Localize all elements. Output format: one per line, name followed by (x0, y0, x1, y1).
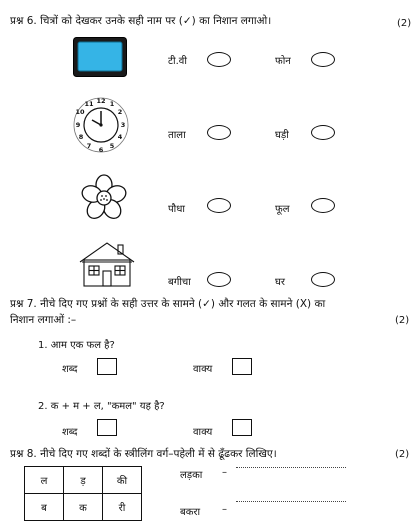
grid-cell: की (103, 467, 142, 494)
clock-number-2: 2 (117, 108, 123, 116)
clock-number-4: 4 (117, 133, 123, 141)
clock-number-8: 8 (78, 133, 84, 141)
grid-cell: क (64, 494, 103, 521)
option-clock: घड़ी (275, 130, 289, 141)
grid-row (25, 494, 142, 521)
answer-oval-lock[interactable] (207, 125, 231, 140)
option-phone: फोन (275, 56, 291, 67)
clock-number-9: 9 (75, 121, 81, 129)
answer-oval-tv[interactable] (207, 52, 231, 67)
option-garden: बगीचा (168, 277, 191, 288)
clock-number-6: 6 (98, 146, 104, 154)
item-2-sentence-checkbox[interactable] (232, 419, 252, 436)
clock-number-12: 12 (96, 97, 106, 105)
option-tv: टी.वी (168, 56, 187, 67)
question-6-marks: (2) (397, 18, 412, 29)
question-6-title: प्रश्न 6. चित्रों को देखकर उनके सही नाम पर (✓) का निशान लगाओ। (10, 15, 272, 27)
clock-number-10: 10 (75, 108, 85, 116)
clock-number-5: 5 (109, 142, 115, 150)
answer-oval-clock[interactable] (311, 125, 335, 140)
grid-cell: ड़ (64, 467, 103, 494)
question-8-marks: (2) (395, 449, 410, 460)
question-7-item-2: 2. क + म + ल, "कमल" यह है? (38, 401, 165, 412)
grid-cell: ब (25, 494, 64, 521)
word-boy-dash: – (222, 467, 227, 478)
word-puzzle-grid (24, 466, 142, 521)
item-2-word-checkbox[interactable] (97, 419, 117, 436)
question-7-marks: (2) (395, 315, 410, 326)
question-7-title: प्रश्न 7. नीचे दिए गए प्रश्नों के सही उत्तर के सामने (✓) और गलत के सामने (X) का (10, 298, 326, 310)
answer-line-boy[interactable] (236, 467, 346, 468)
clock-number-7: 7 (86, 142, 92, 150)
question-7-item-1: 1. आम एक फल है? (38, 340, 115, 351)
item-2-option-sentence: वाक्य (193, 427, 213, 438)
item-1-option-sentence: वाक्य (193, 364, 213, 375)
answer-line-goat[interactable] (236, 501, 346, 502)
question-8-title: प्रश्न 8. नीचे दिए गए शब्दों के स्त्रीलिंग वर्ग–पहेली में से ढूँढकर लिखिए। (10, 448, 277, 460)
option-plant: पौधा (168, 204, 186, 215)
clock-icon (72, 96, 130, 154)
tv-icon (73, 37, 127, 77)
item-1-option-word: शब्द (62, 364, 78, 375)
house-icon (78, 241, 136, 287)
answer-oval-plant[interactable] (207, 198, 231, 213)
item-2-option-word: शब्द (62, 427, 78, 438)
grid-cell: ल (25, 467, 64, 494)
word-goat: बकरा (180, 507, 201, 518)
clock-number-1: 1 (109, 100, 115, 108)
option-flower: फूल (275, 204, 290, 215)
clock-number-3: 3 (120, 121, 126, 129)
word-goat-dash: – (222, 504, 227, 515)
grid-row (25, 467, 142, 494)
option-house: घर (275, 277, 285, 288)
clock-number-11: 11 (84, 100, 94, 108)
question-7-title-line2: निशान लगाओं :– (10, 314, 77, 326)
answer-oval-garden[interactable] (207, 272, 231, 287)
item-1-word-checkbox[interactable] (97, 358, 117, 375)
option-lock: ताला (168, 130, 186, 141)
answer-oval-phone[interactable] (311, 52, 335, 67)
grid-cell: री (103, 494, 142, 521)
item-1-sentence-checkbox[interactable] (232, 358, 252, 375)
answer-oval-flower[interactable] (311, 198, 335, 213)
answer-oval-house[interactable] (311, 272, 335, 287)
word-boy: लड़का (180, 470, 203, 481)
flower-icon (80, 174, 128, 222)
